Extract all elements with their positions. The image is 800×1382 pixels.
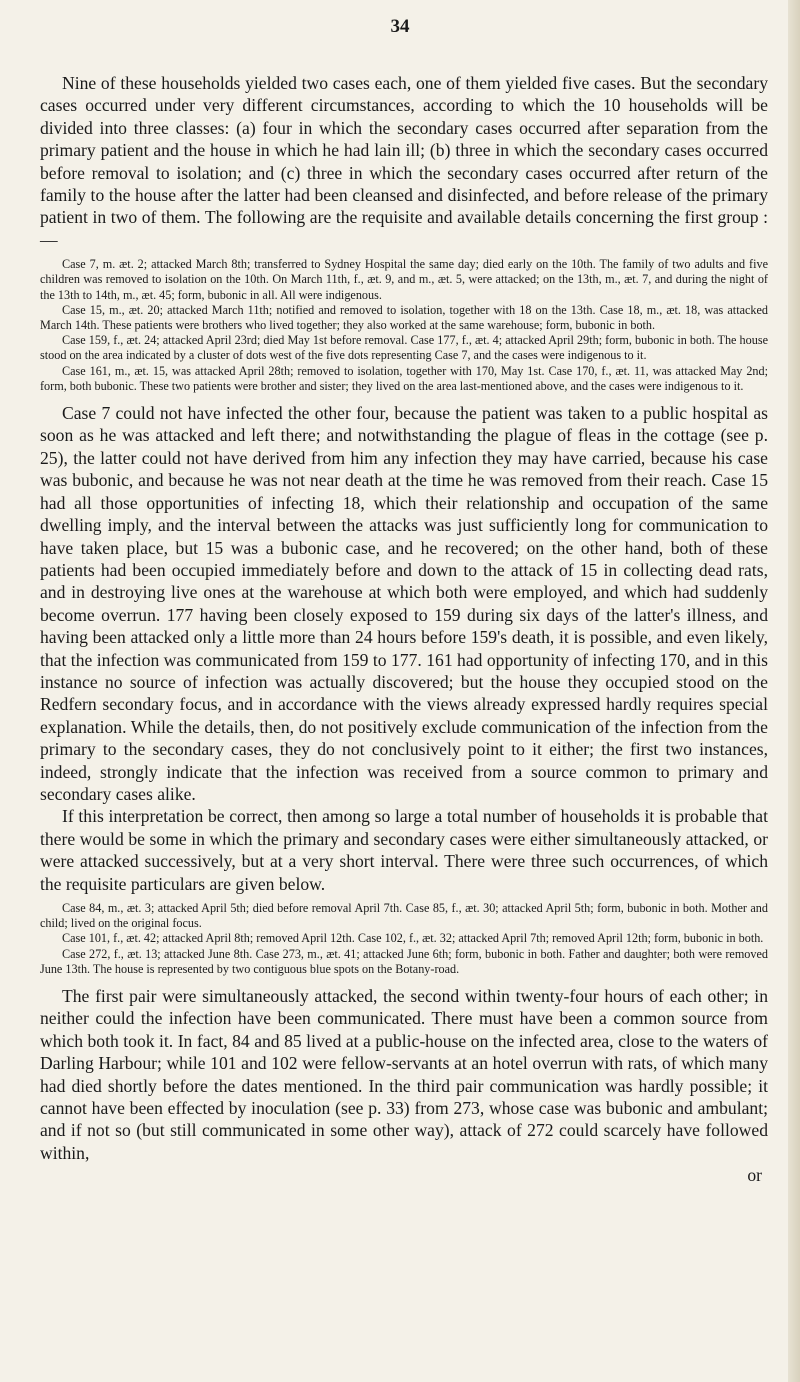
paragraph: Nine of these households yielded two cases each, one of them yielded five cases. But the secondary cases occurred under very different circumstances, according to which the 10 households will be divided into three classes: (a) four in which the secondary cases occurred after separation from the primary patient and the house in which he had lain ill; (b) three in which the secondary cases occurred before removal to isolation; and (c) three in which the secondary cases occurred after return of the family to the house after the latter had been cleansed and disinfected, and before release of the primary patient in two of them. The following are the requisite and available details concerning the first group :—	[40, 73, 768, 250]
paragraph: Case 7 could not have infected the other four, because the patient was taken to a public hospital as soon as he was attacked and left there; and notwithstanding the plague of fleas in the cottage (see p. 25), the latter could not have derived from him any infection they may have carried, because his case was bubonic, and because he was not near death at the time he was removed from their reach. Case 15 had all those opportunities of infecting 18, which their relationship and occupation of the same dwelling imply, and the interval between the attacks was just sufficiently long for communication to have taken place, but 15 was a bubonic case, and he recovered; on the other hand, both of these patients had been occupied immediately before and down to the attack of 15 in collecting dead rats, and in destroying live ones at the warehouse at which both were employed, and which had suddenly become overrun. 177 having been closely exposed to 159 during six days of the latter's illness, and having been attacked only a little more than 24 hours before 159's death, it is possible, and even likely, that the infection was communicated from 159 to 177. 161 had opportunity of infecting 170, and in this instance no source of infection was actually discovered; but the house they occupied stood on the Redfern secondary focus, and in accordance with the views already expressed hardly requires special explanation. While the details, then, do not positively exclude communication of the infection from the primary to the secondary cases, they do not conclusively point to it either; the first two instances, indeed, strongly indicate that the infection was received from a source common to primary and secondary cases alike.	[40, 403, 768, 804]
section-conclusion	[40, 985, 768, 1164]
case-note: Case 272, f., æt. 13; attacked June 8th. Case 273, m., æt. 41; attacked June 6th; form, bubonic in both. Father and daughter; both were removed June 13th. The house is represented by two contiguous blue spots on the Botany-road.	[40, 946, 768, 976]
case-note: Case 84, m., æt. 3; attacked April 5th; died before removal April 7th. Case 85, f., æt. 30; attacked April 5th; form, bubonic in both. Mother and child; lived on the original focus.	[40, 901, 768, 931]
section-discussion	[40, 402, 768, 895]
case-note: Case 7, m. æt. 2; attacked March 8th; transferred to Sydney Hospital the same day; died early on the 10th. The family of two adults and five children was removed to isolation on the 10th. On March 11th, f., æt. 9, and m., æt. 5, were attacked; on the 13th, m., æt. 7, and during the night of the 13th to 14th, m., æt. 45; form, bubonic in all. All were indigenous.	[40, 257, 768, 302]
section-intro	[40, 72, 768, 251]
case-notes-group-1	[40, 257, 768, 394]
case-note: Case 15, m., æt. 20; attacked March 11th; notified and removed to isolation, together with 18 on the 13th. Case 18, m., æt. 18, was attacked March 14th. These patients were brothers who lived together; they also worked at the same warehouse; form, bubonic in both.	[40, 302, 768, 333]
catchword: or	[747, 1165, 762, 1186]
case-note: Case 101, f., æt. 42; attacked April 8th; removed April 12th. Case 102, f., æt. 32; attacked April 7th; removed April 12th; form, bubonic in both.	[62, 931, 764, 946]
paragraph: If this interpretation be correct, then among so large a total number of households it is probable that there would be some in which the primary and secondary cases were either simultaneously attacked, or were attacked successively, but at a very short interval. There were three such occurrences, of which the requisite particulars are given below.	[40, 806, 768, 894]
page-edge-shadow	[788, 0, 800, 1382]
case-notes-group-2	[40, 901, 768, 977]
page-number: 34	[390, 16, 410, 37]
case-note: Case 161, m., æt. 15, was attacked April 28th; removed to isolation, together with 170, May 1st. Case 170, f., æt. 11, was attacked May 2nd; form, both bubonic. These two patients were brother and sister; they lived on the area last-mentioned above, and the cases were indigenous to it.	[40, 363, 768, 393]
page-body	[40, 72, 768, 1186]
paragraph: The first pair were simultaneously attacked, the second within twenty-four hours of each other; in neither could the infection have been communicated. There must have been a common source from which both took it. In fact, 84 and 85 lived at a public-house on the infected area, close to the waters of Darling Harbour; while 101 and 102 were fellow-servants at an hotel overrun with rats, of which many had died shortly before the dates mentioned. In the third pair communication was hardly possible; it cannot have been effected by inoculation (see p. 33) from 273, whose case was bubonic and ambulant; and if not so (but still communicated in some other way), attack of 272 could scarcely have followed within,	[40, 986, 768, 1163]
case-note: Case 159, f., æt. 24; attacked April 23rd; died May 1st before removal. Case 177, f., æt. 4; attacked April 29th; form, bubonic in both. The house stood on the area indicated by a cluster of dots west of the five dots representing Case 7, and the cases were indigenous to it.	[40, 333, 768, 363]
